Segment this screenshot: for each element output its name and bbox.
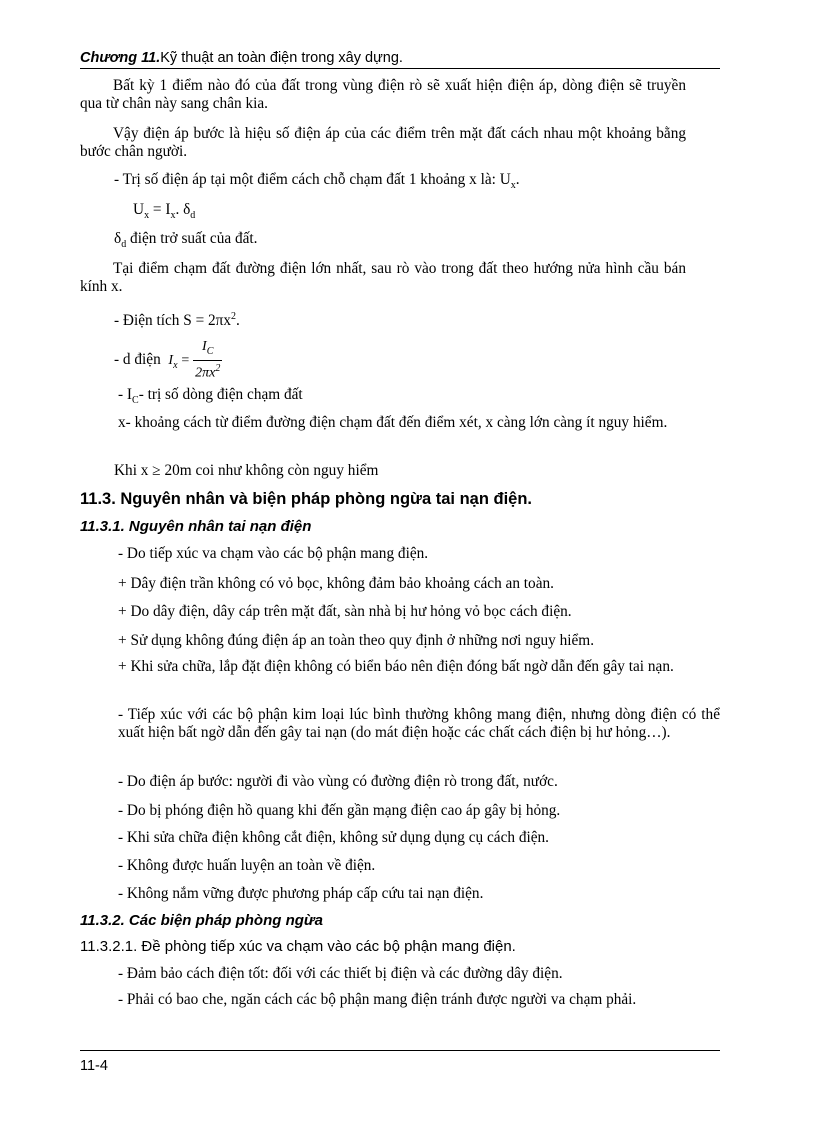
intro-paragraph-4: Tại điểm chạm đất đường điện lớn nhất, sau rò vào trong đất theo hướng nửa hình cầu bán kính x. (80, 260, 686, 295)
fraction: $\frac{I_C}{2\pi x^2}$ (195, 339, 221, 381)
section-title: 11.3. Nguyên nhân và biện pháp phòng ngừa tai nạn điện. (80, 490, 533, 508)
ic-definition: - $I_C-$ trị số dòng điện chạm đất (118, 386, 303, 407)
cause-item: - Do bị phóng điện hồ quang khi đến gần mạng điện cao áp gây bị hỏng. (118, 802, 561, 819)
intro-paragraph-2: Vậy điện áp bước là hiệu số điện áp của các điểm trên mặt đất cách nhau một khoảng bằng bước chân người. (80, 125, 686, 160)
header-rule (80, 68, 720, 69)
cause-item: - Không nắm vững được phương pháp cấp cứu tai nạn điện. (118, 885, 484, 902)
page-header (80, 50, 720, 66)
resistivity-note: $\delta_d$ điện trở suất của đất. (114, 230, 258, 251)
subsubsection-title: 11.3.2.1. Đề phòng tiếp xúc va chạm vào các bộ phận mang điện. (80, 938, 516, 955)
prevention-item: - Đảm bảo cách điện tốt: đối với các thiết bị điện và các đường dây điện. (118, 965, 563, 982)
cause-item: + Khi sửa chữa, lắp đặt điện không có biển báo nên điện đóng bất ngờ dẫn đến gây tai nạn. (118, 658, 674, 675)
cause-item: - Do điện áp bước: người đi vào vùng có đường điện rò trong đất, nước. (118, 773, 558, 790)
cause-item: + Do dây điện, dây cáp trên mặt đất, sàn nhà bị hư hỏng vỏ bọc cách điện. (118, 603, 572, 620)
chapter-title: Kỹ thuật an toàn điện trong xây dựng. (160, 50, 403, 66)
cause-item: - Tiếp xúc với các bộ phận kim loại lúc bình thường không mang điện, nhưng dòng điện có thể xuất hiện bất ngờ dẫn đến gây tai nạn (do mát điện hoặc các chất cách điện bị hư hỏng…). (118, 706, 720, 741)
footer-rule (80, 1050, 720, 1051)
current-density-formula: - d điện $I_x$ = $\frac{I_C}{2\pi x^2}$ (114, 339, 221, 381)
area-formula: - Điện tích $S = 2\pi x^2$. (114, 311, 240, 330)
page-number: 11-4 (80, 1058, 108, 1074)
prevention-item: - Phải có bao che, ngăn cách các bộ phận mang điện tránh được người va chạm phải. (118, 991, 637, 1008)
cause-item: - Khi sửa chữa điện không cắt điện, không sử dụng dụng cụ cách điện. (118, 829, 549, 846)
intro-paragraph-1: Bất kỳ 1 điểm nào đó của đất trong vùng điện rò sẽ xuất hiện điện áp, dòng điện sẽ truyền qua từ chân này sang chân kia. (80, 77, 686, 112)
cause-item: - Không được huấn luyện an toàn về điện. (118, 857, 376, 874)
subsection-title-prevention: 11.3.2. Các biện pháp phòng ngừa (80, 912, 323, 929)
x-definition: x- khoảng cách từ điểm đường điện chạm đất đến điểm xét, x càng lớn càng ít nguy hiểm. (118, 414, 668, 431)
cause-item: + Dây điện trần không có vỏ bọc, không đảm bảo khoảng cách an toàn. (118, 575, 554, 592)
subsection-title-causes: 11.3.1. Nguyên nhân tai nạn điện (80, 518, 312, 535)
safe-distance-note: Khi x ≥ 20m coi như không còn nguy hiểm (114, 462, 379, 479)
chapter-label: Chương 11. (80, 50, 161, 66)
cause-item: + Sử dụng không đúng điện áp an toàn theo quy định ở những nơi nguy hiểm. (118, 632, 595, 649)
step-voltage-definition: - Trị số điện áp tại một điểm cách chỗ chạm đất 1 khoảng x là: $U_x$. (114, 171, 520, 192)
cause-item: - Do tiếp xúc va chạm vào các bộ phận mang điện. (118, 545, 429, 562)
formula-ux: $U_x = I_x$. $\delta_d$ (133, 201, 196, 222)
